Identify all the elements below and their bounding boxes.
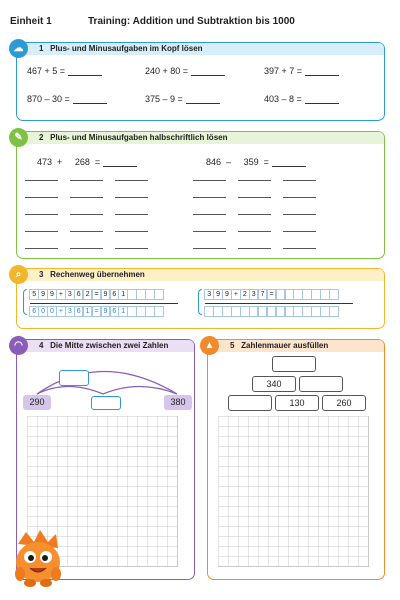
digit-cell[interactable] xyxy=(329,306,339,317)
answer-blank[interactable] xyxy=(305,75,339,76)
section-header xyxy=(204,340,384,352)
answer-line[interactable] xyxy=(238,197,271,198)
digit-cell: 2 xyxy=(83,289,93,300)
answer-blank[interactable] xyxy=(272,166,306,167)
digit-strip xyxy=(30,306,164,317)
digit-cell: 9 xyxy=(101,306,111,317)
wall-row2-left: 340 xyxy=(252,376,296,392)
digit-cell: + xyxy=(56,306,66,317)
divider xyxy=(30,303,178,304)
digit-cell: 1 xyxy=(118,306,128,317)
answer-line[interactable] xyxy=(193,214,226,215)
digit-cell: 3 xyxy=(65,306,75,317)
section-number: 2 xyxy=(39,133,44,142)
digit-cell: 9 xyxy=(47,289,57,300)
task-5: 375 – 9 = xyxy=(145,94,220,104)
section-mental-math xyxy=(13,42,385,121)
section-title: Die Mitte zwischen zwei Zahlen xyxy=(50,341,169,350)
digit-cell: 2 xyxy=(240,289,250,300)
digit-cell: = xyxy=(92,306,102,317)
answer-line[interactable] xyxy=(70,214,103,215)
task-2: 240 + 80 = xyxy=(145,66,225,76)
answer-blank[interactable] xyxy=(68,75,102,76)
answer-line[interactable] xyxy=(283,197,316,198)
brain-icon: ☁ xyxy=(9,39,28,58)
answer-line[interactable] xyxy=(115,197,148,198)
section-number: 4 xyxy=(39,341,44,350)
grid-paper[interactable] xyxy=(218,416,369,567)
section-header xyxy=(14,340,194,352)
digit-cell: 6 xyxy=(110,306,120,317)
mascot-monster-icon xyxy=(10,530,66,588)
answer-line[interactable] xyxy=(25,231,58,232)
answer-line[interactable] xyxy=(283,248,316,249)
hat-icon: ▲ xyxy=(200,336,219,355)
section-number: 1 xyxy=(39,44,44,53)
answer-line[interactable] xyxy=(238,214,271,215)
digit-cell: 3 xyxy=(249,289,259,300)
task-6: 403 – 8 = xyxy=(264,94,339,104)
page-title: Training: Addition und Subtraktion bis 1000 xyxy=(88,16,295,27)
digit-cell: 7 xyxy=(258,289,268,300)
answer-line[interactable] xyxy=(193,248,226,249)
unit-label: Einheit 1 xyxy=(10,16,52,27)
digit-cell: 3 xyxy=(204,289,214,300)
digit-strip xyxy=(205,289,339,300)
answer-line[interactable] xyxy=(238,180,271,181)
answer-line[interactable] xyxy=(115,180,148,181)
answer-blank[interactable] xyxy=(305,103,339,104)
answer-line[interactable] xyxy=(70,248,103,249)
answer-line[interactable] xyxy=(70,231,103,232)
answer-blank[interactable] xyxy=(103,166,137,167)
section-number: 5 xyxy=(230,341,235,350)
answer-blank[interactable] xyxy=(191,75,225,76)
digit-strip xyxy=(205,306,339,317)
middle-answer-box[interactable] xyxy=(91,396,121,410)
digit-cell: + xyxy=(56,289,66,300)
section-title: Plus- und Minusaufgaben im Kopf lösen xyxy=(50,44,203,53)
answer-line[interactable] xyxy=(283,214,316,215)
digit-cell: = xyxy=(267,289,277,300)
digit-cell: 6 xyxy=(74,306,84,317)
pencil-icon: ✎ xyxy=(9,128,28,147)
digit-cell: 9 xyxy=(222,289,232,300)
answer-line[interactable] xyxy=(70,197,103,198)
digit-cell: 1 xyxy=(83,306,93,317)
answer-line[interactable] xyxy=(115,248,148,249)
answer-line[interactable] xyxy=(193,231,226,232)
section-header xyxy=(13,43,384,55)
section-calc-path xyxy=(16,268,385,329)
answer-line[interactable] xyxy=(25,214,58,215)
task-right: 846 – 359 = xyxy=(206,157,306,167)
digit-cell: 9 xyxy=(213,289,223,300)
answer-line[interactable] xyxy=(115,231,148,232)
digit-cell: 6 xyxy=(74,289,84,300)
digit-cell[interactable] xyxy=(329,289,339,300)
left-value: 290 xyxy=(23,395,51,410)
digit-cell: 5 xyxy=(29,289,39,300)
digit-cell: 0 xyxy=(47,306,57,317)
digit-cell: 3 xyxy=(65,289,75,300)
section-title: Plus- und Minusaufgaben halbschriftlich lösen xyxy=(50,133,228,142)
wall-row3-middle: 130 xyxy=(275,395,319,411)
answer-line[interactable] xyxy=(25,248,58,249)
digit-cell: = xyxy=(92,289,102,300)
answer-line[interactable] xyxy=(25,197,58,198)
section-header xyxy=(14,132,384,144)
digit-cell: 6 xyxy=(29,306,39,317)
digit-cell: 0 xyxy=(38,306,48,317)
wall-top[interactable] xyxy=(272,356,316,372)
middle-answer-box[interactable] xyxy=(59,370,89,386)
wall-row3-right: 260 xyxy=(322,395,366,411)
digit-cell: 9 xyxy=(38,289,48,300)
section-number-wall xyxy=(204,339,385,580)
answer-line[interactable] xyxy=(283,231,316,232)
bracket xyxy=(198,289,202,315)
wall-row2-right[interactable] xyxy=(299,376,343,392)
right-value: 380 xyxy=(164,395,192,410)
answer-blank[interactable] xyxy=(73,103,107,104)
digit-strip xyxy=(30,289,164,300)
answer-line[interactable] xyxy=(193,197,226,198)
wall-row3-left[interactable] xyxy=(228,395,272,411)
answer-line[interactable] xyxy=(238,231,271,232)
bracket xyxy=(23,289,27,315)
answer-line[interactable] xyxy=(238,248,271,249)
task-1: 467 + 5 = xyxy=(27,66,102,76)
digit-cell: 6 xyxy=(110,289,120,300)
section-semi-written xyxy=(16,131,385,259)
divider xyxy=(205,303,353,304)
digit-cell: + xyxy=(231,289,241,300)
digit-cell[interactable] xyxy=(154,306,164,317)
answer-line[interactable] xyxy=(25,180,58,181)
rainbow-icon: ◠ xyxy=(9,336,28,355)
task-4: 870 – 30 = xyxy=(27,94,107,104)
answer-line[interactable] xyxy=(115,214,148,215)
section-title: Rechenweg übernehmen xyxy=(50,270,145,279)
section-number: 3 xyxy=(39,270,44,279)
digit-cell: 9 xyxy=(101,289,111,300)
digit-cell[interactable] xyxy=(154,289,164,300)
magnifier-icon: ⌕ xyxy=(9,265,28,284)
task-3: 397 + 7 = xyxy=(264,66,339,76)
answer-line[interactable] xyxy=(70,180,103,181)
section-title: Zahlenmauer ausfüllen xyxy=(241,341,329,350)
answer-line[interactable] xyxy=(193,180,226,181)
answer-line[interactable] xyxy=(283,180,316,181)
task-left: 473 + 268 = xyxy=(37,157,137,167)
section-header xyxy=(17,269,384,281)
digit-cell: 1 xyxy=(118,289,128,300)
answer-blank[interactable] xyxy=(186,103,220,104)
